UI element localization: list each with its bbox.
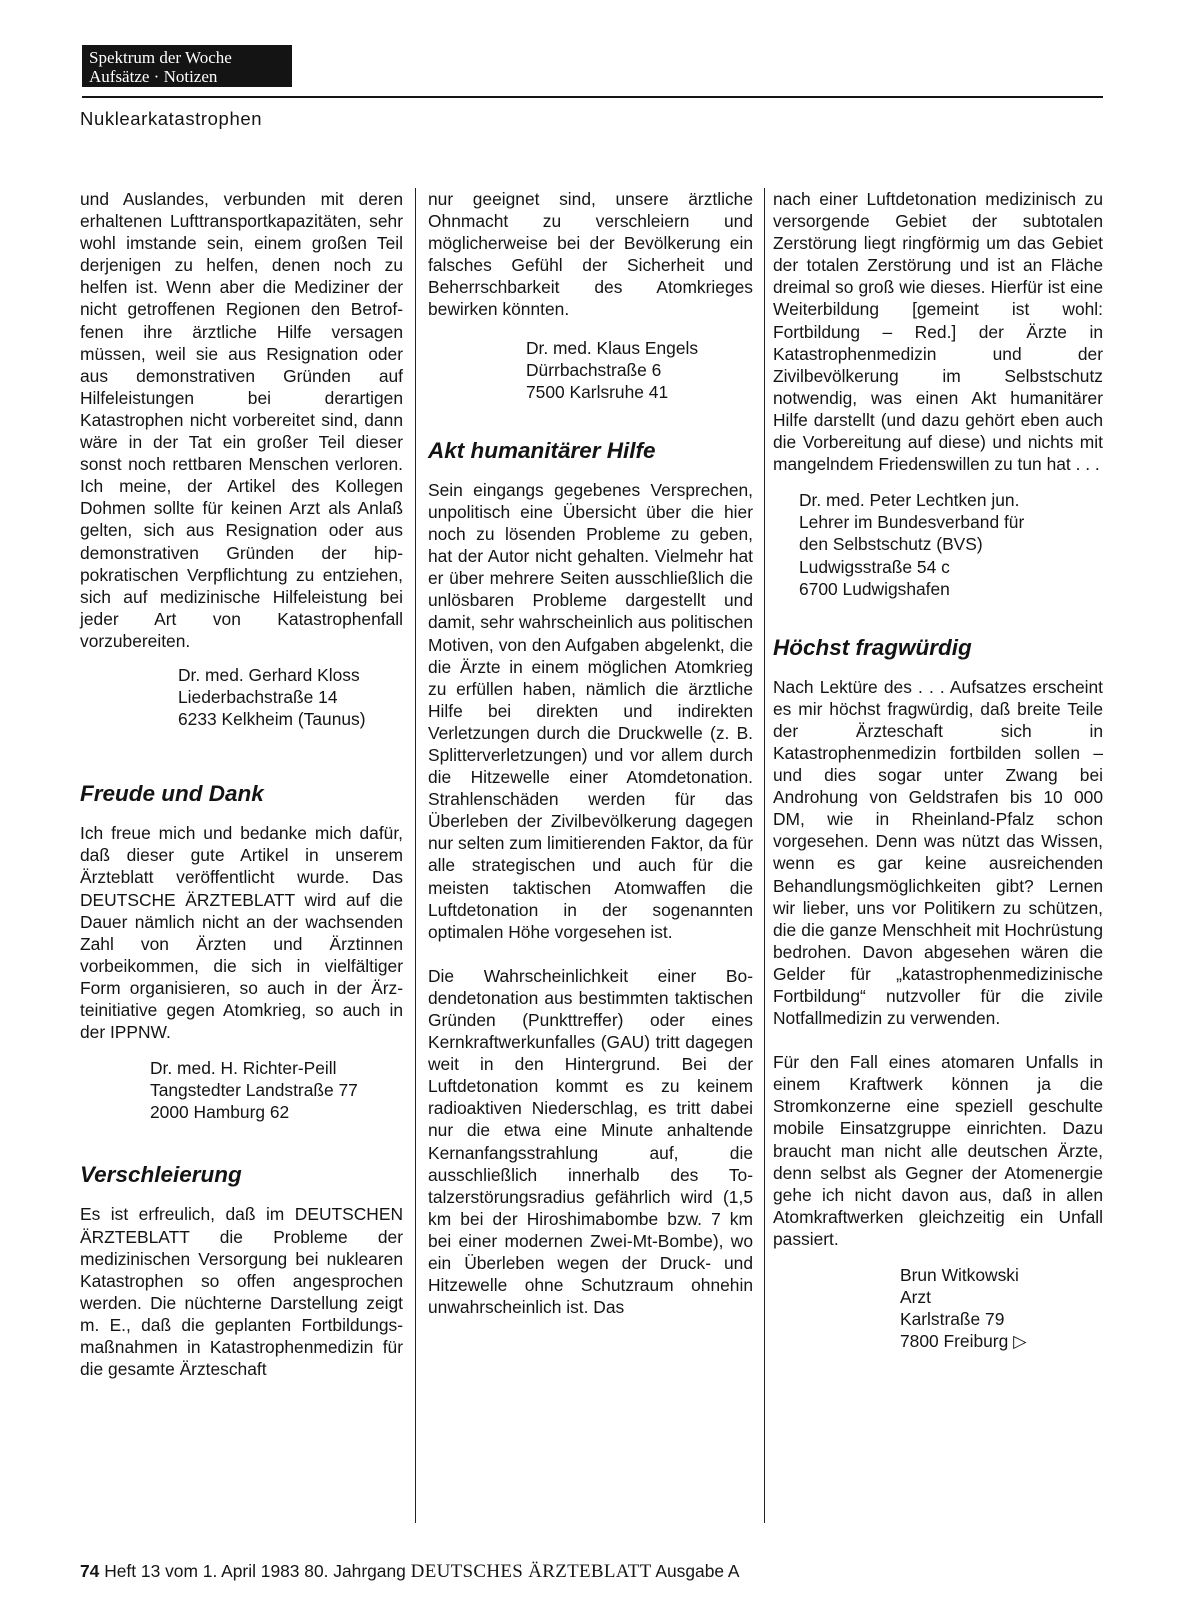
signature-line: Dr. med. Gerhard Kloss xyxy=(178,664,360,685)
heading-verschleierung: Verschleierung xyxy=(80,1162,242,1188)
signature-line: 7500 Karlsruhe 41 xyxy=(526,381,669,402)
signature-line: Brun Witkowski xyxy=(900,1265,1019,1286)
column-2 xyxy=(428,188,753,1318)
column-1 xyxy=(80,188,403,1380)
letter-paragraph: nach einer Luftdetonation medizinisch zu versorgende Gebiet der subtotalen Zerstörung liegt ringförmig um das Gebiet der totalen Zerstörung und ist an Fläche dreimal so groß wie dieses. Hierfür ist eine Weiterbildung [gemeint ist wohl: Fortbildung – Red.] der Ärzte in Katastrophenmedizin und der Zivilbevölkerung im Selbstschutz notwendig, was einen Akt humanitärer Hilfe darstellt (und dazu gehört eben auch die Vorbereitung auf diese) und nichts mit mangelndem Friedenswillen zu tun hat . . . xyxy=(773,189,1103,475)
edition-label: Ausgabe A xyxy=(655,1561,740,1581)
letter-paragraph: und Auslandes, verbunden mit deren erhaltenen Lufttransportkapazitäten, sehr wohl imstande sein, einem großen Teil derjenigen zu helfen, denen noch zu helfen ist. Wenn aber die Mediziner der nicht getroffenen Regionen den Betroffenen ihre ärztliche Hilfe versagen müssen, weil sie aus Resignation oder aus demonstrativen Gründen auf Hilfeleistungen bei derartigen Katastrophen nicht vorbereitet sind, dann wäre in der Tat ein großer Teil dieser sonst noch rettbaren Menschen verloren. Ich meine, der Artikel des Kollegen Dohmen sollte für keinen Arzt als Anlaß gelten, sich aus Resignation oder aus demonstrativen Gründen der hippokratischen Verpflichtung zu entziehen, sich auf medizinische Hilfeleistung bei jeder Art von Katastrophenfall vorzubereiten. xyxy=(80,189,403,651)
letter-paragraph: Für den Fall eines atomaren Unfalls in einem Kraftwerk können ja die Stromkonzerne eine speziell geschulte mobile Einsatzgruppe einrichten. Dazu braucht man nicht alle deutschen Ärzte, denn selbst als Gegner der Atomenergie gehe ich nicht davon aus, daß in allen Atomkraftwerken gleichzeitig ein Unfall passiert. xyxy=(773,1052,1103,1249)
letter-paragraph: Nach Lektüre des . . . Aufsatzes erscheint es mir höchst fragwürdig, daß breite Teile der Ärzteschaft sich in Katastrophenmedizin fortbilden sollen – und dies sogar unter Zwang bei Androhung von Geldstrafen bis 10 000 DM, wie in Rheinland-Pfalz schon vorgesehen. Denn was nützt das Wissen, wenn es gar keine ausreichenden Behandlungsmöglichkeiten gibt? Lernen wir lieber, uns vor Politikern zu schützen, die die ganze Menschheit mit Hochrüstung bedrohen. Davon abgesehen wären die Gelder für „katastrophenmedizinische Fortbildung“ nutzvoller für die zivile Notfallmedizin zu verwenden. xyxy=(773,676,1103,1029)
signature-line: Ludwigsstraße 54 c xyxy=(799,556,950,577)
heading-akt-humanitaerer-hilfe: Akt humanitärer Hilfe xyxy=(428,437,656,463)
header-line-2: Aufsätze · Notizen xyxy=(89,67,218,86)
heading-hoechst-fragwuerdig: Höchst fragwürdig xyxy=(773,634,972,660)
page-number: 74 xyxy=(80,1561,100,1581)
header-line-1: Spektrum der Woche xyxy=(89,48,232,67)
signature-line: 7800 Freiburg ▷ xyxy=(900,1331,1027,1352)
signature-kloss xyxy=(178,664,403,730)
issue-info: Heft 13 vom 1. April 1983 80. Jahrgang xyxy=(104,1561,406,1581)
journal-name: DEUTSCHES ÄRZTEBLATT xyxy=(410,1561,652,1582)
signature-witkowski xyxy=(900,1264,1103,1352)
column-divider-2 xyxy=(764,188,765,1523)
signature-line: Dr. med. H. Richter-Peill xyxy=(150,1058,337,1079)
letter-paragraph: Die Wahrscheinlichkeit einer Bodendetonation aus bestimmten taktischen Gründen (Punkttreffer) oder eines Kernkraftwerkunfalles (GAU) tritt dagegen weit in den Hintergrund. Bei der Luftdetonation kommt es zu keinem radioaktiven Niederschlag, es tritt dabei nur die etwa eine Minute anhaltende Kernanfangsstrahlung auf, die ausschließlich innerhalb des Totalzerstörungsradius gefährlich wird (1,5 km bei der Hiroshimabombe bzw. 7 km bei einer modernen Zwei-Mt-Bombe), wo ein Überleben wegen der Druck- und Hitzewelle ohne Schutzraum ohnehin unwahrscheinlich ist. Das xyxy=(428,965,753,1318)
signature-line: Karlstraße 79 xyxy=(900,1309,1005,1330)
signature-line: Dr. med. Peter Lechtken jun. xyxy=(799,490,1020,511)
letter-paragraph: Es ist erfreulich, daß im DEUTSCHEN ÄRZTEBLATT die Probleme der medizinischen Versorgung bei nuklearen Katastrophen so offen angesprochen werden. Die nüchterne Darstellung zeigt m. E., daß die geplanten Fortbildungsmaßnahmen in Katastrophenmedizin für die gesamte Ärzteschaft xyxy=(80,1204,403,1380)
signature-line: Dr. med. Klaus Engels xyxy=(526,337,699,358)
column-3 xyxy=(773,188,1103,1352)
letter-paragraph: Sein eingangs gegebenes Versprechen, unpolitisch eine Übersicht über die hier noch zu lösenden Probleme zu geben, hat der Autor nicht gehalten. Vielmehr hat er über mehrere Seiten ausschließlich die unlösbaren Probleme dargestellt und damit, sehr wahrscheinlich aus politischen Motiven, von den Aufgaben abgelenkt, die die Ärzte in einem möglichen Atomkrieg zu erfüllen haben, nämlich die ärztliche Hilfe bei direkten und indirekten Verletzungen durch die Druckwelle (z. B. Splitterverletzungen) und vor allem durch die Hitzewelle einer Atomdetonation. Strahlenschäden werden für das Überleben der Zivilbevölkerung dagegen nur selten zum limitierenden Faktor, da für alle strategischen und auch für die meisten taktischen Atomwaffen die Luftdetonation in der sogenannten optimalen Höhe vorgesehen ist. xyxy=(428,479,753,942)
signature-line: Arzt xyxy=(900,1287,931,1308)
column-divider-1 xyxy=(415,188,416,1523)
section-title: Nuklearkatastrophen xyxy=(80,108,263,129)
letter-paragraph: nur geeignet sind, unsere ärztliche Ohnmacht zu verschleiern und möglicherweise bei der Bevölkerung ein falsches Gefühl der Sicherheit und Beherrschbarkeit des Atomkrieges bewirken könnten. xyxy=(428,189,753,320)
signature-line: Liederbachstraße 14 xyxy=(178,687,338,708)
signature-lechtken xyxy=(799,489,1103,599)
signature-line: Tangstedter Landstraße 77 xyxy=(150,1080,358,1101)
letter-paragraph: Ich freue mich und bedanke mich dafür, daß dieser gute Artikel in unserem Ärzteblatt veröffentlicht wurde. Das DEUTSCHE ÄRZTEBLATT wird auf die Dauer nämlich nicht an der wachsenden Zahl von Ärzten und Ärztinnen vorbeikommen, die sich in vielfältiger Form organisieren, so auch in der Ärzteinitiative gegen Atomkrieg, so auch in der IPPNW. xyxy=(80,823,403,1043)
signature-richter-peill xyxy=(150,1057,403,1123)
signature-line: 6700 Ludwigshafen xyxy=(799,578,950,599)
heading-freude-und-dank: Freude und Dank xyxy=(80,781,264,807)
signature-engels xyxy=(526,337,753,403)
section-header-box xyxy=(82,45,292,87)
signature-line: 2000 Hamburg 62 xyxy=(150,1102,290,1123)
signature-line: 6233 Kelkheim (Taunus) xyxy=(178,709,366,730)
page-footer xyxy=(80,1561,740,1583)
signature-line: Dürrbachstraße 6 xyxy=(526,359,662,380)
signature-line: den Selbstschutz (BVS) xyxy=(799,534,983,555)
signature-line: Lehrer im Bundesverband für xyxy=(799,512,1025,533)
top-rule xyxy=(82,96,1103,98)
